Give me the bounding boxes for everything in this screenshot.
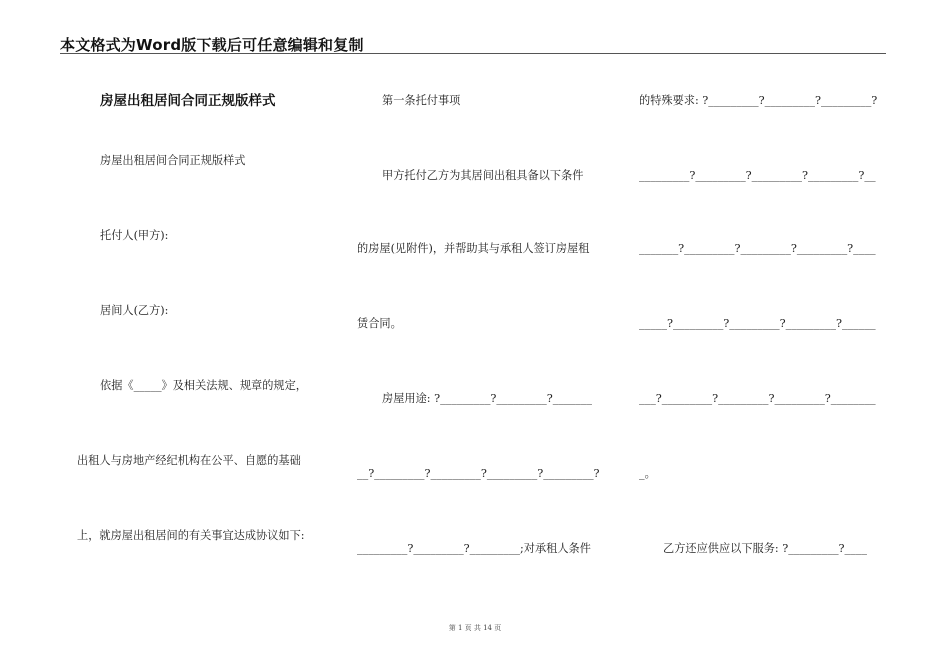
paragraph-line: 第一条托付事项: [382, 94, 461, 107]
paragraph-line: _______?_________?_________?_________?____: [639, 242, 876, 255]
paragraph-line: 房屋出租居间合同正规版样式: [100, 154, 246, 167]
header-divider: [60, 53, 886, 54]
paragraph-line: 出租人与房地产经纪机构在公平、自愿的基础: [77, 454, 301, 467]
paragraph-line: 上，就房屋出租居间的有关事宜达成协议如下:: [77, 529, 305, 542]
paragraph-line: 托付人(甲方):: [100, 229, 169, 242]
paragraph-line: _。: [639, 467, 656, 480]
paragraph-line: 的特殊要求: ?_________?_________?_________?: [639, 94, 878, 107]
paragraph-line: 乙方还应供应以下服务: ?_________?____: [663, 542, 867, 555]
paragraph-line: 房屋用途: ?_________?_________?_______: [382, 392, 592, 405]
document-banner: 本文格式为Word版下载后可任意编辑和复制: [60, 36, 364, 54]
paragraph-line: 甲方托付乙方为其居间出租具备以下条件: [382, 169, 584, 182]
paragraph-line: _____?_________?_________?_________?______: [639, 317, 876, 330]
page-number: 第 1 页 共 14 页: [448, 624, 502, 632]
paragraph-line: _________?_________?_________?_________?__: [639, 169, 876, 182]
paragraph-line: ___?_________?_________?_________?________: [639, 392, 876, 405]
contract-title: 房屋出租居间合同正规版样式: [100, 93, 276, 109]
paragraph-line: 的房屋(见附件)，并帮助其与承租人签订房屋租: [357, 242, 590, 255]
paragraph-line: __?_________?_________?_________?_________?: [357, 467, 600, 480]
paragraph-line: 居间人(乙方):: [100, 304, 169, 317]
paragraph-line: 依据《_____》及相关法规、规章的规定，: [100, 379, 307, 392]
paragraph-line: _________?_________?_________;对承租人条件: [357, 542, 591, 555]
paragraph-line: 赁合同。: [357, 317, 402, 330]
